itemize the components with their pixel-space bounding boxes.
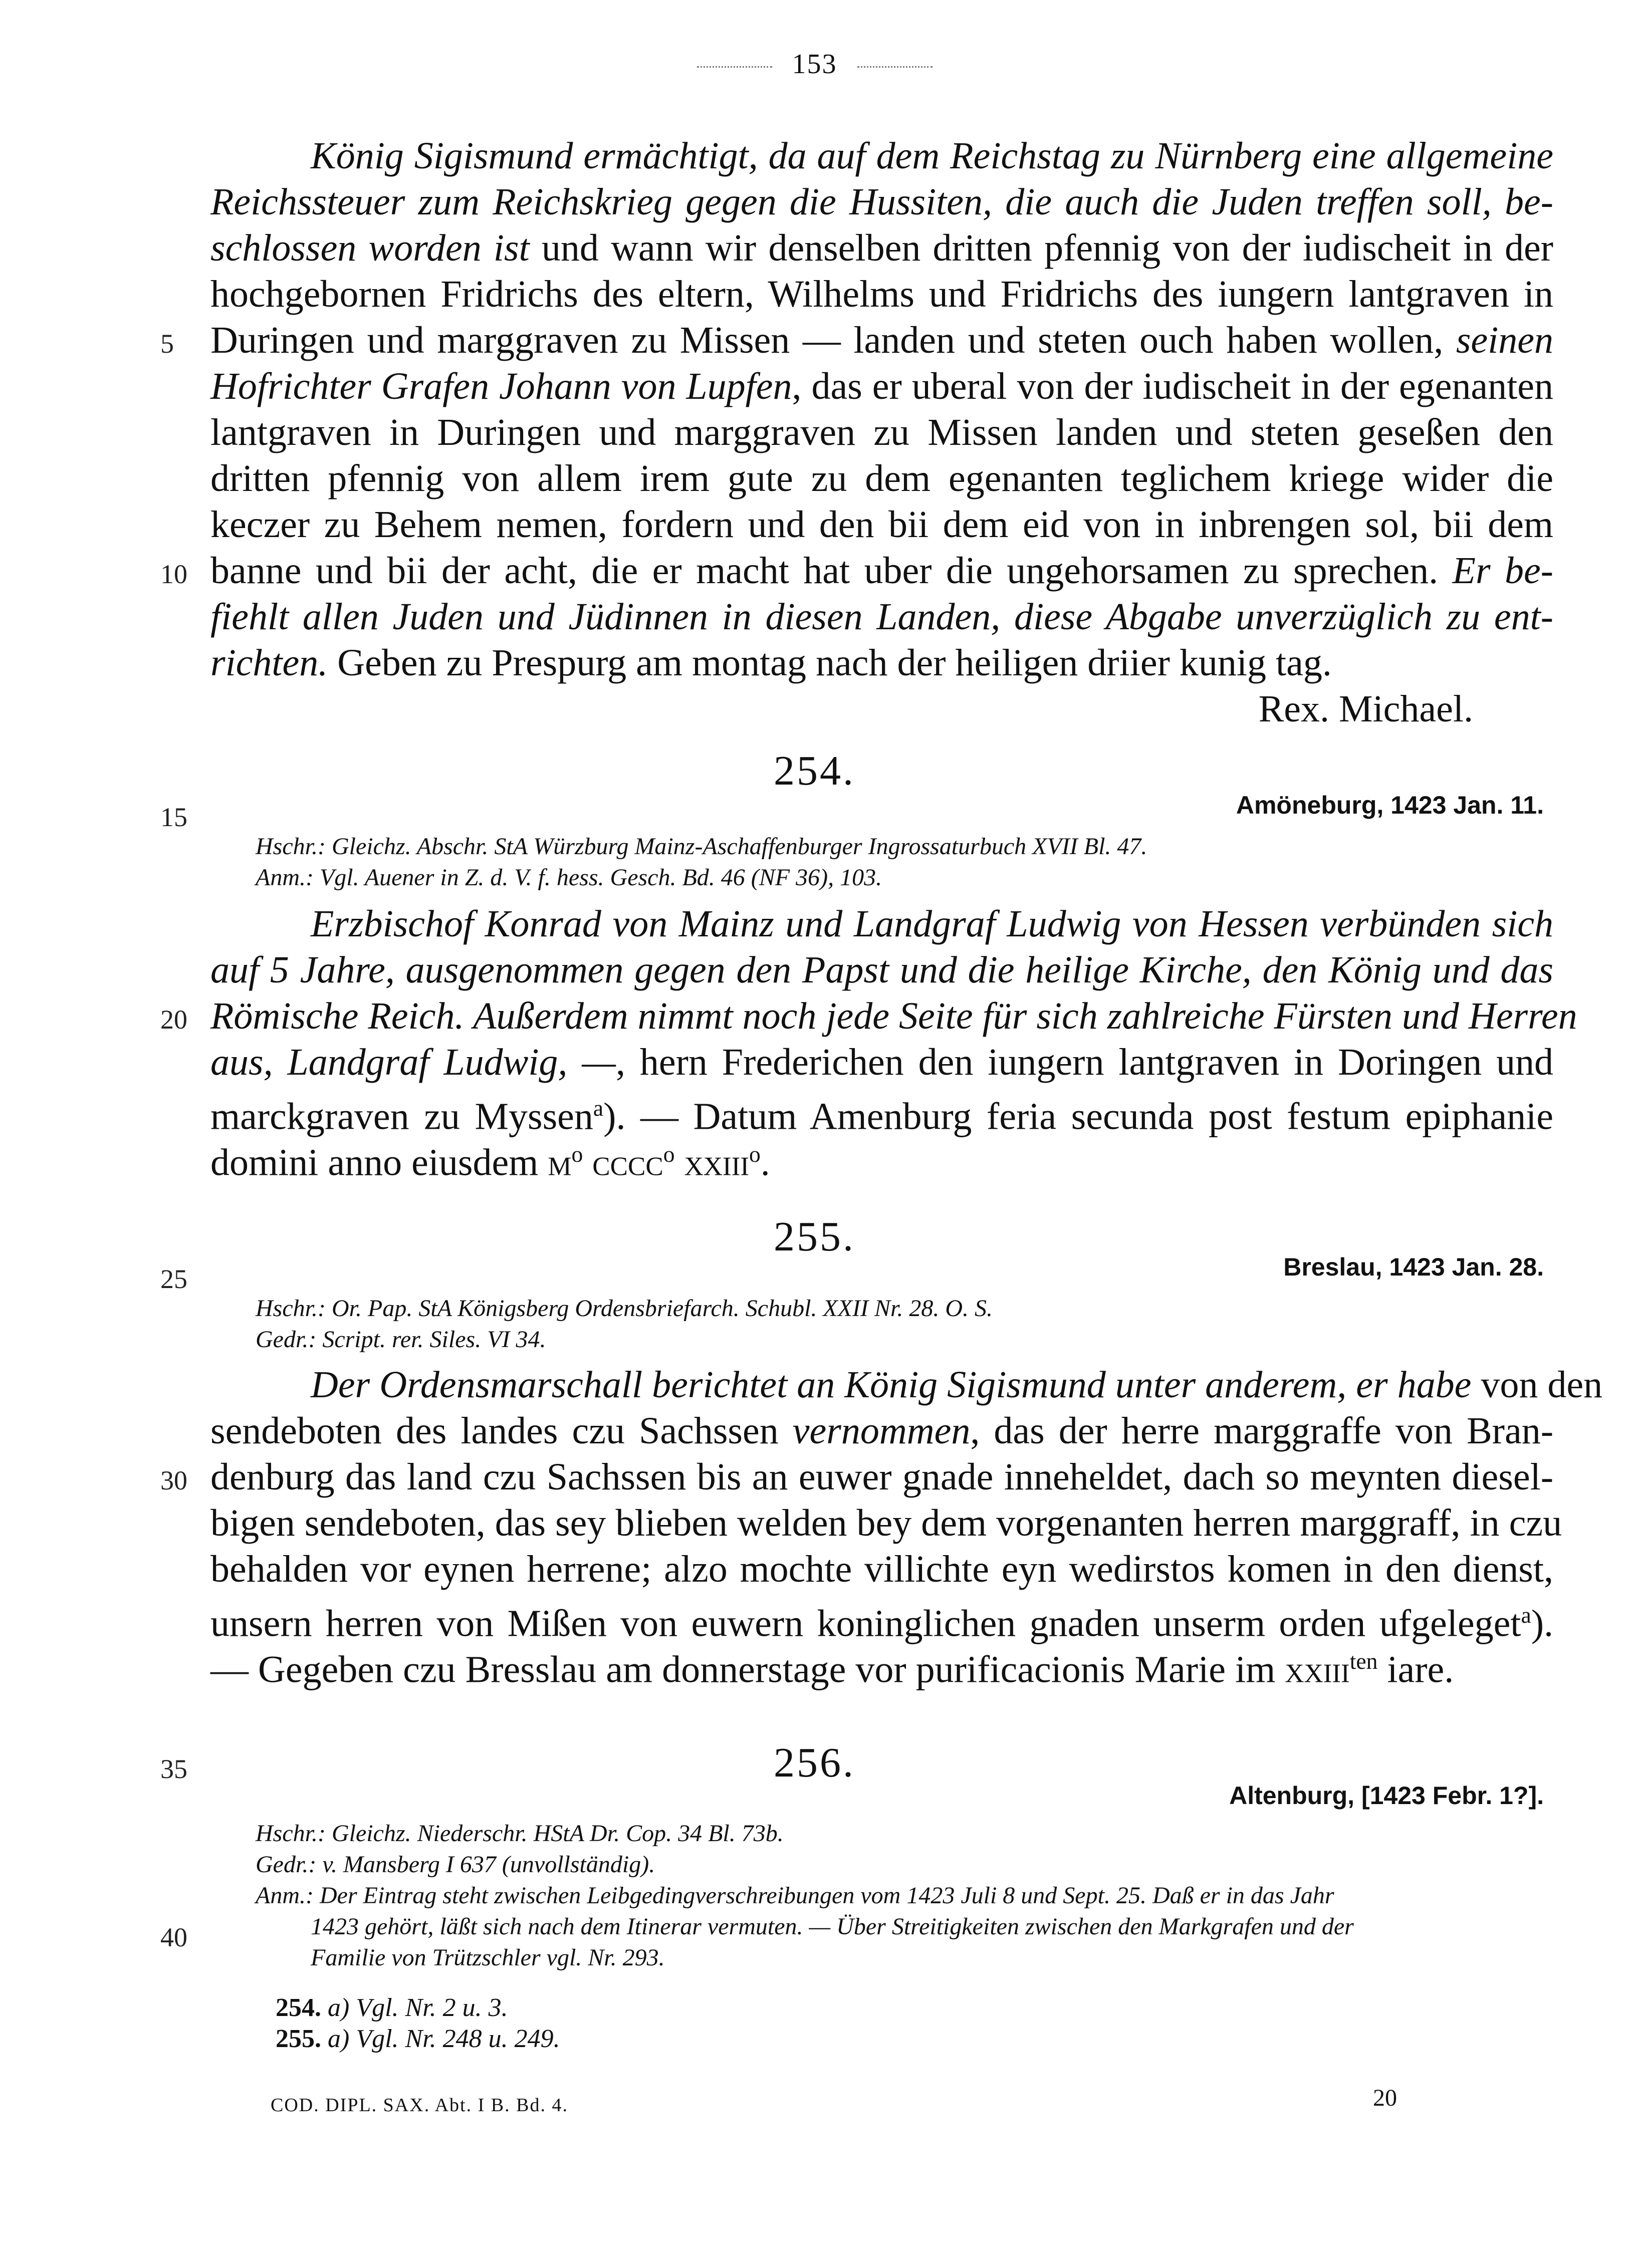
line-number-15: 15 (160, 802, 187, 832)
doc254-number: 254. (774, 747, 855, 794)
doc255-print: Gedr.: Script. rer. Siles. VI 34. (256, 1326, 546, 1353)
page-number: 153 (792, 49, 837, 80)
doc253-line-3: schlossen worden ist und wann wir denselben dritten pfennig von der iudischeit in der (210, 227, 1553, 269)
doc253-line-8: dritten pfennig von allem irem gute zu dem egenanten teglichem kriege wider die (210, 457, 1553, 499)
line-number-30: 30 (160, 1465, 187, 1495)
doc254-line-2: auf 5 Jahre, ausgenommen gegen den Papst und die heilige Kirche, den König und das (210, 949, 1553, 991)
doc255-date: Breslau, 1423 Jan. 28. (1283, 1253, 1544, 1281)
header-rule-right (857, 66, 933, 68)
doc256-manuscript: Hschr.: Gleichz. Niederschr. HStA Dr. Cop. 34 Bl. 73b. (256, 1820, 784, 1847)
doc256-number: 256. (774, 1739, 855, 1786)
doc254-manuscript: Hschr.: Gleichz. Abschr. StA Würzburg Mainz-Aschaffenburger Ingrossaturbuch XVII Bl. 47. (256, 833, 1147, 860)
line-number-20: 20 (160, 1004, 187, 1035)
doc254-line-3: Römische Reich. Außerdem nimmt noch jede Seite für sich zahlreiche Fürsten und Herren (210, 995, 1577, 1037)
doc256-note-line-3: Familie von Trützschler vgl. Nr. 293. (311, 1944, 665, 1971)
doc255-line-7: — Gegeben czu Bresslau am donnerstage vor purificacionis Marie im xxiii$^{ten}$ iare. (210, 1648, 1454, 1691)
doc253-line-10: banne und bii der acht, die er macht hat uber die ungehorsamen zu sprechen. Er be- (210, 550, 1553, 592)
doc254-date: Amöneburg, 1423 Jan. 11. (1236, 791, 1544, 819)
doc253-line-1: König Sigismund ermächtigt, da auf dem Reichstag zu Nürnberg eine allgemeine (311, 135, 1553, 177)
doc254-note: Anm.: Vgl. Auener in Z. d. V. f. hess. Gesch. Bd. 46 (NF 36), 103. (256, 864, 882, 891)
doc253-line-2: Reichssteuer zum Reichskrieg gegen die Hussiten, die auch die Juden treffen soll, be- (210, 181, 1553, 223)
header-rule-left (697, 66, 772, 68)
line-number-35: 35 (160, 1754, 187, 1784)
line-number-40: 40 (160, 1922, 187, 1952)
doc253-line-9: keczer zu Behem nemen, fordern und den bii dem eid von in inbrengen sol, bii dem (210, 503, 1553, 546)
doc256-date: Altenburg, [1423 Febr. 1?]. (1229, 1782, 1544, 1810)
line-number-10: 10 (160, 559, 187, 589)
doc255-line-4: bigen sendeboten, das sey blieben welden bey dem vorgenanten herren marggraff, in czu (210, 1502, 1562, 1544)
doc255-line-6: unsern herren von Mißen von euwern koninglichen gnaden unserm orden ufgeleget$^a$). (210, 1602, 1553, 1645)
doc253-line-5: Duringen und marggraven zu Missen — landen und steten ouch haben wollen, seinen (210, 319, 1553, 361)
doc255-line-5: behalden vor eynen herrene; alzo mochte villichte eyn wedirstos komen in den dienst, (210, 1548, 1553, 1590)
doc254-line-4: aus, Landgraf Ludwig, —, hern Frederichen den iungern lantgraven in Doringen und (210, 1041, 1553, 1083)
line-number-5: 5 (160, 329, 174, 359)
doc253-line-4: hochgebornen Fridrichs des eltern, Wilhelms und Fridrichs des iungern lantgraven in (210, 273, 1553, 315)
doc255-line-2: sendeboten des landes czu Sachssen vernommen, das der herre marggraffe von Bran- (210, 1410, 1554, 1452)
doc255-number: 255. (774, 1213, 855, 1260)
doc256-note-line-1: Anm.: Der Eintrag steht zwischen Leibgedingverschreibungen vom 1423 Juli 8 und Sept. 25. Daß er in das Jahr (256, 1882, 1334, 1909)
footnote-254: 254. a) Vgl. Nr. 2 u. 3. (276, 1993, 508, 2022)
doc254-line-1: Erzbischof Konrad von Mainz und Landgraf Ludwig von Hessen verbünden sich (311, 903, 1553, 945)
doc253-line-11: fiehlt allen Juden und Jüdinnen in diesen Landen, diese Abgabe unverzüglich zu ent- (210, 596, 1553, 638)
doc255-line-1: Der Ordensmarschall berichtet an König Sigismund unter anderem, er habe von den (311, 1364, 1603, 1406)
series-footer: COD. DIPL. SAX. Abt. I B. Bd. 4. (271, 2095, 568, 2116)
line-number-25: 25 (160, 1264, 187, 1294)
doc253-line-12: richten. Geben zu Prespurg am montag nach der heiligen driier kunig tag. (210, 642, 1332, 684)
doc253-line-7: lantgraven in Duringen und marggraven zu Missen landen und steten geseßen den (210, 411, 1553, 453)
doc253-signature: Rex. Michael. (1258, 688, 1473, 730)
doc256-print: Gedr.: v. Mansberg I 637 (unvollständig). (256, 1851, 655, 1878)
footnote-marker: a (1521, 1602, 1531, 1628)
doc255-manuscript: Hschr.: Or. Pap. StA Königsberg Ordensbriefarch. Schubl. XXII Nr. 28. O. S. (256, 1295, 993, 1322)
page-number-header (0, 48, 1629, 80)
signature-mark: 20 (1373, 2085, 1397, 2111)
footnote-marker: a (593, 1095, 604, 1121)
doc254-line-5: marckgraven zu Myssen$^a$). — Datum Amenburg feria secunda post festum epiphanie (210, 1095, 1553, 1138)
doc254-line-6: domini anno eiusdem $m^o$ cccc$^o$ xxiii$^o$. (210, 1141, 770, 1184)
doc253-line-6: Hofrichter Grafen Johann von Lupfen, das er uberal von der iudischeit in der egenanten (210, 365, 1553, 407)
doc256-note-line-2: 1423 gehört, läßt sich nach dem Itinerar vermuten. — Über Streitigkeiten zwischen den Markgrafen und der (311, 1913, 1354, 1940)
doc255-line-3: denburg das land czu Sachssen bis an euwer gnade inneheldet, dach so meynten diesel- (210, 1456, 1553, 1498)
footnote-255: 255. a) Vgl. Nr. 248 u. 249. (276, 2025, 560, 2053)
